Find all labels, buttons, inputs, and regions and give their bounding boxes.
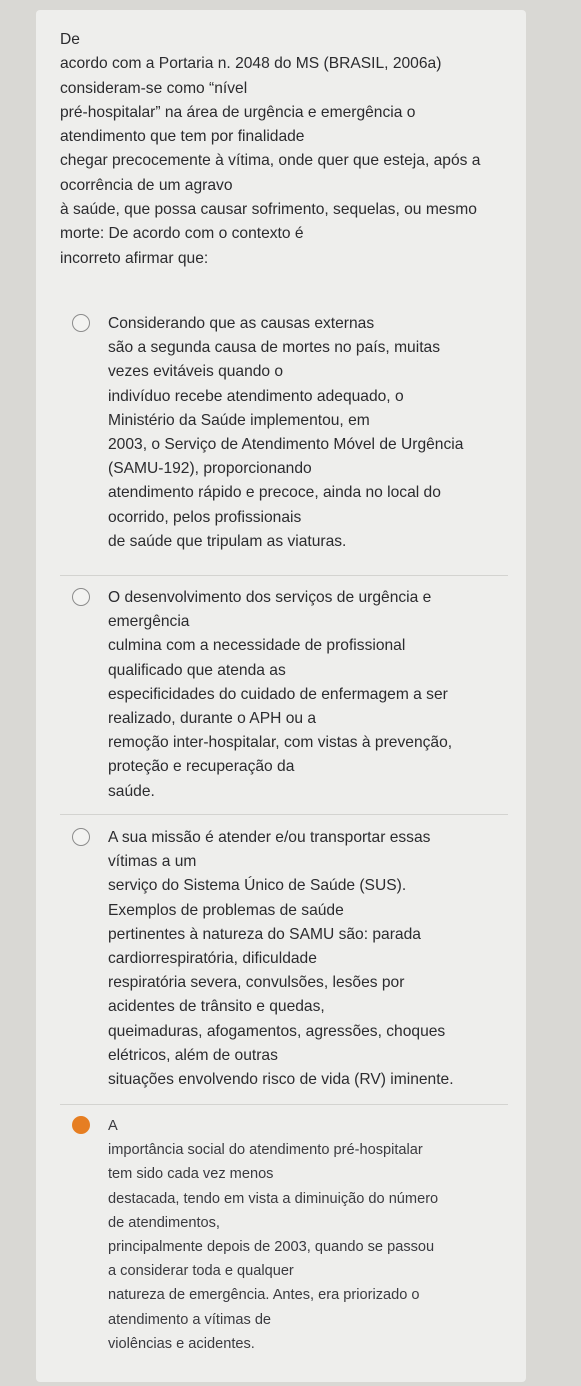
option-text: A importância social do atendimento pré-hospitalar tem sido cada vez menos destacada, tendo em vista a diminuição do número de atendimentos, principalmente depois de 2003, quando se passou a considerar toda e qualquer natureza de emergência. Antes, era priorizado o atendimento a vítimas de violências e acidentes. — [108, 1118, 439, 1352]
option-text: Considerando que as causas externas são a segunda causa de mortes no país, muitas vezes evitáveis quando o indivíduo recebe atendimento adequado, o Ministério da Saúde implementou, em 2003, o Serviço de Atendimento Móvel de Urgência (SAMU-192), proporcionando atendimento rápido e precoce, ainda no local do ocorrido, pelos profissionais de saúde que tripulam as viaturas. — [108, 315, 464, 550]
radio-selected-icon[interactable] — [72, 1116, 90, 1134]
option-text: O desenvolvimento dos serviços de urgência e emergência culmina com a necessidade de profissional qualificado que atenda as especificidades do cuidado de enfermagem a ser realizado, durante o APH ou a remoção inter-hospitalar, com vistas à prevenção, proteção e recuperação da saúde. — [108, 589, 453, 800]
radio-icon[interactable] — [72, 588, 90, 606]
radio-icon[interactable] — [72, 828, 90, 846]
question-text: De acordo com a Portaria n. 2048 do MS (BRASIL, 2006a) consideram-se como “nível pré-hospitalar” na área de urgência e emergência o atendimento que tem por finalidade chegar precocemente à vítima, onde quer que esteja, após a ocorrência de um agravo à saúde, que possa causar sofrimento, sequelas, ou mesmo morte: De acordo com o contexto é incorreto afirmar que: — [60, 31, 481, 267]
divider — [60, 1104, 508, 1105]
option-text: A sua missão é atender e/ou transportar essas vítimas a um serviço do Sistema Único de Saúde (SUS). Exemplos de problemas de saúde pertinentes à natureza do SAMU são: parada cardiorrespiratória, dificuldade respiratória severa, convulsões, lesões por acidentes de trânsito e quedas, queimaduras, afogamentos, agressões, choques elétricos, além de outras situações envolvendo risco de vida (RV) iminente. — [108, 829, 454, 1089]
divider — [60, 814, 508, 815]
divider — [60, 575, 508, 576]
radio-icon[interactable] — [72, 314, 90, 332]
